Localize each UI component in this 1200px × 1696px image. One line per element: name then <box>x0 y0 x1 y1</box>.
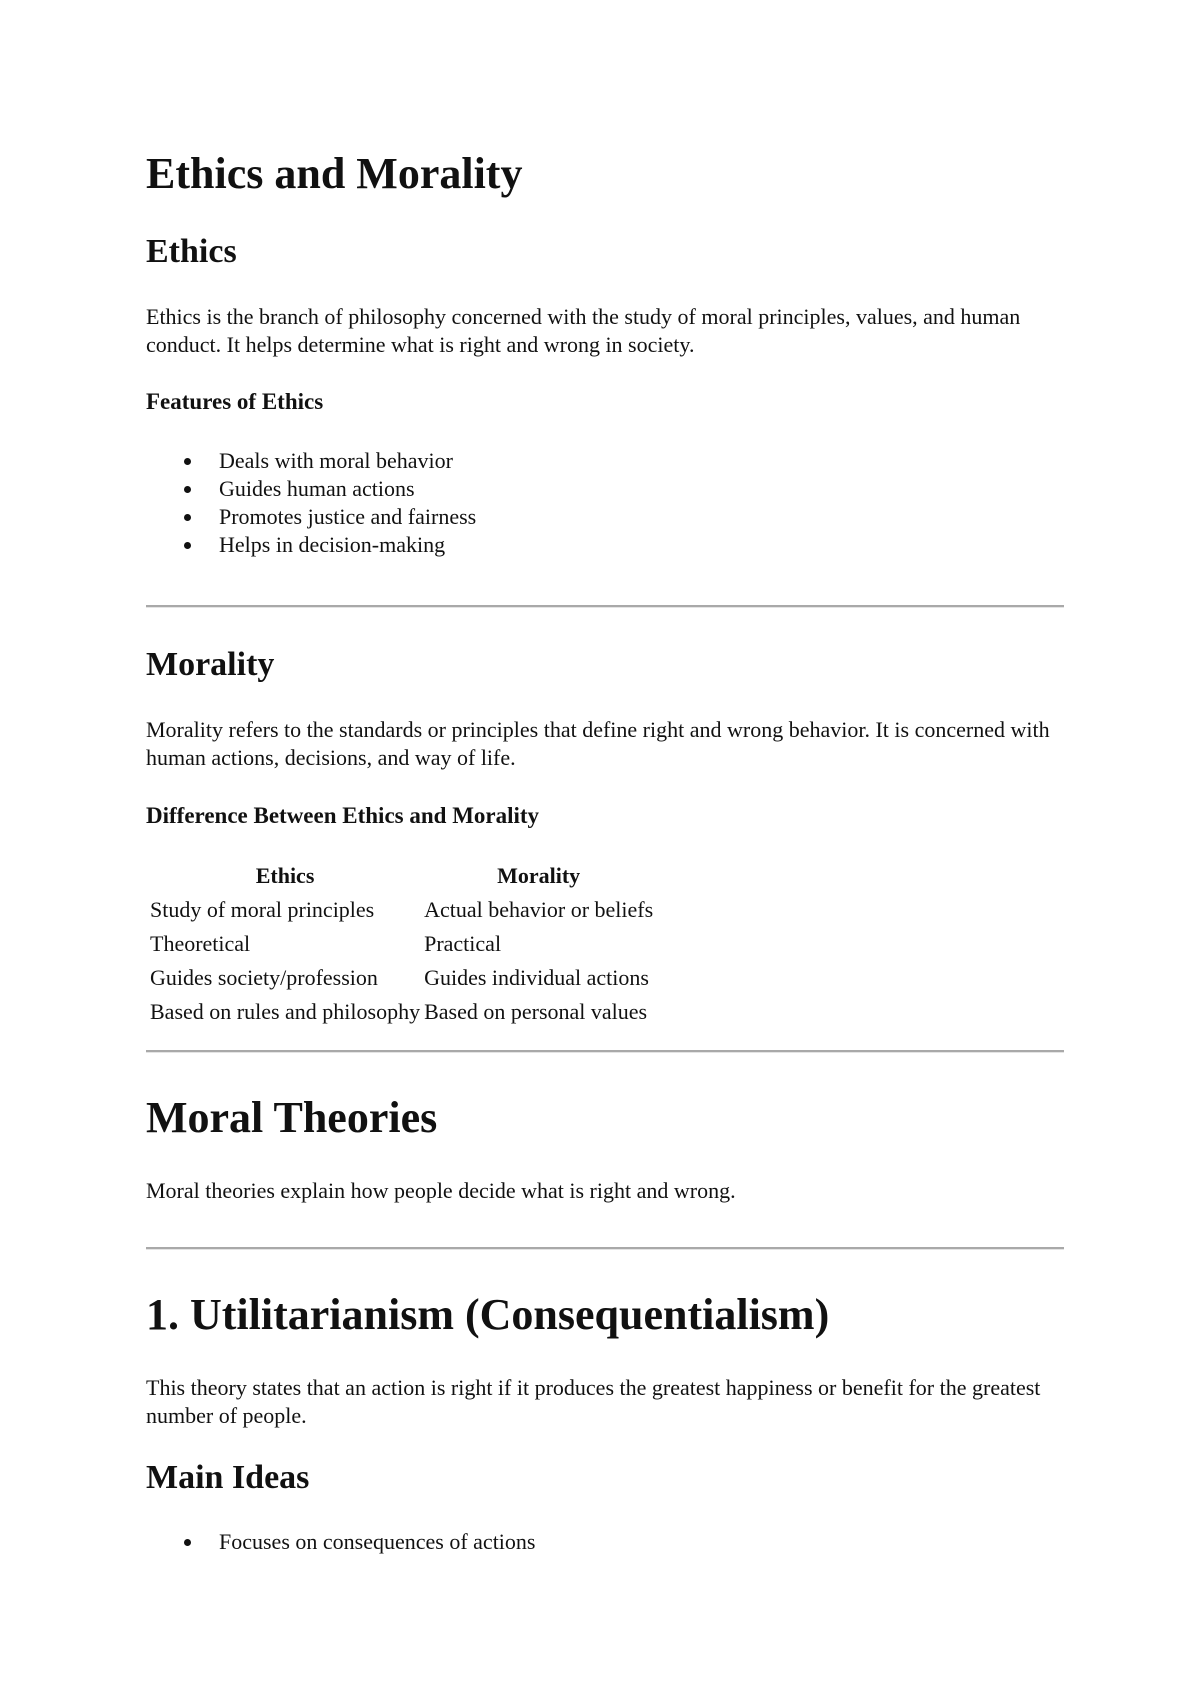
table-cell: Guides individual actions <box>424 965 649 990</box>
features-heading: Features of Ethics <box>146 389 324 414</box>
table-cell: Guides society/profession <box>150 965 378 990</box>
list-item: Guides human actions <box>146 475 476 503</box>
horizontal-rule <box>146 1247 1064 1250</box>
features-list <box>146 447 476 559</box>
table-row <box>148 927 655 961</box>
table-row <box>148 893 655 927</box>
table-cell: Actual behavior or beliefs <box>424 897 654 922</box>
table-row <box>148 961 655 995</box>
table-cell: Based on personal values <box>424 999 648 1024</box>
utilitarianism-heading: 1. Utilitarianism (Consequentialism) <box>146 1290 830 1339</box>
list-item: Promotes justice and fairness <box>146 503 476 531</box>
table-cell: Study of moral principles <box>150 897 375 922</box>
table-header-row <box>148 859 655 893</box>
table-cell: Practical <box>424 931 502 956</box>
list-item: Focuses on consequences of actions <box>146 1528 535 1556</box>
list-item: Deals with moral behavior <box>146 447 476 475</box>
horizontal-rule <box>146 1050 1064 1053</box>
moral-theories-heading: Moral Theories <box>146 1093 438 1142</box>
document-title: Ethics and Morality <box>146 149 523 198</box>
difference-table <box>148 859 655 1029</box>
table-row <box>148 995 655 1029</box>
bullet-icon <box>184 514 191 521</box>
table-header-ethics: Ethics <box>255 863 315 888</box>
table-cell: Theoretical <box>150 931 251 956</box>
moral-theories-paragraph: Moral theories explain how people decide what is right and wrong. <box>146 1178 736 1203</box>
ethics-heading: Ethics <box>146 233 237 270</box>
main-ideas-heading: Main Ideas <box>146 1459 310 1496</box>
ethics-paragraph: Ethics is the branch of philosophy concerned with the study of moral principles, values, and human conduct. It helps determine what is right and wrong in society. <box>146 304 1021 357</box>
main-ideas-list <box>146 1528 535 1556</box>
table-header-morality: Morality <box>497 863 581 888</box>
bullet-icon <box>184 542 191 549</box>
horizontal-rule <box>146 605 1064 608</box>
morality-heading: Morality <box>146 646 275 683</box>
table-cell: Based on rules and philosophy <box>150 999 421 1024</box>
bullet-icon <box>184 486 191 493</box>
morality-paragraph: Morality refers to the standards or principles that define right and wrong behavior. It is concerned with human actions, decisions, and way of life. <box>146 717 1050 770</box>
bullet-icon <box>184 458 191 465</box>
list-item: Helps in decision-making <box>146 531 476 559</box>
bullet-icon <box>184 1539 191 1546</box>
utilitarianism-paragraph: This theory states that an action is right if it produces the greatest happiness or benefit for the greatest number of people. <box>146 1375 1041 1428</box>
difference-heading: Difference Between Ethics and Morality <box>146 803 540 828</box>
